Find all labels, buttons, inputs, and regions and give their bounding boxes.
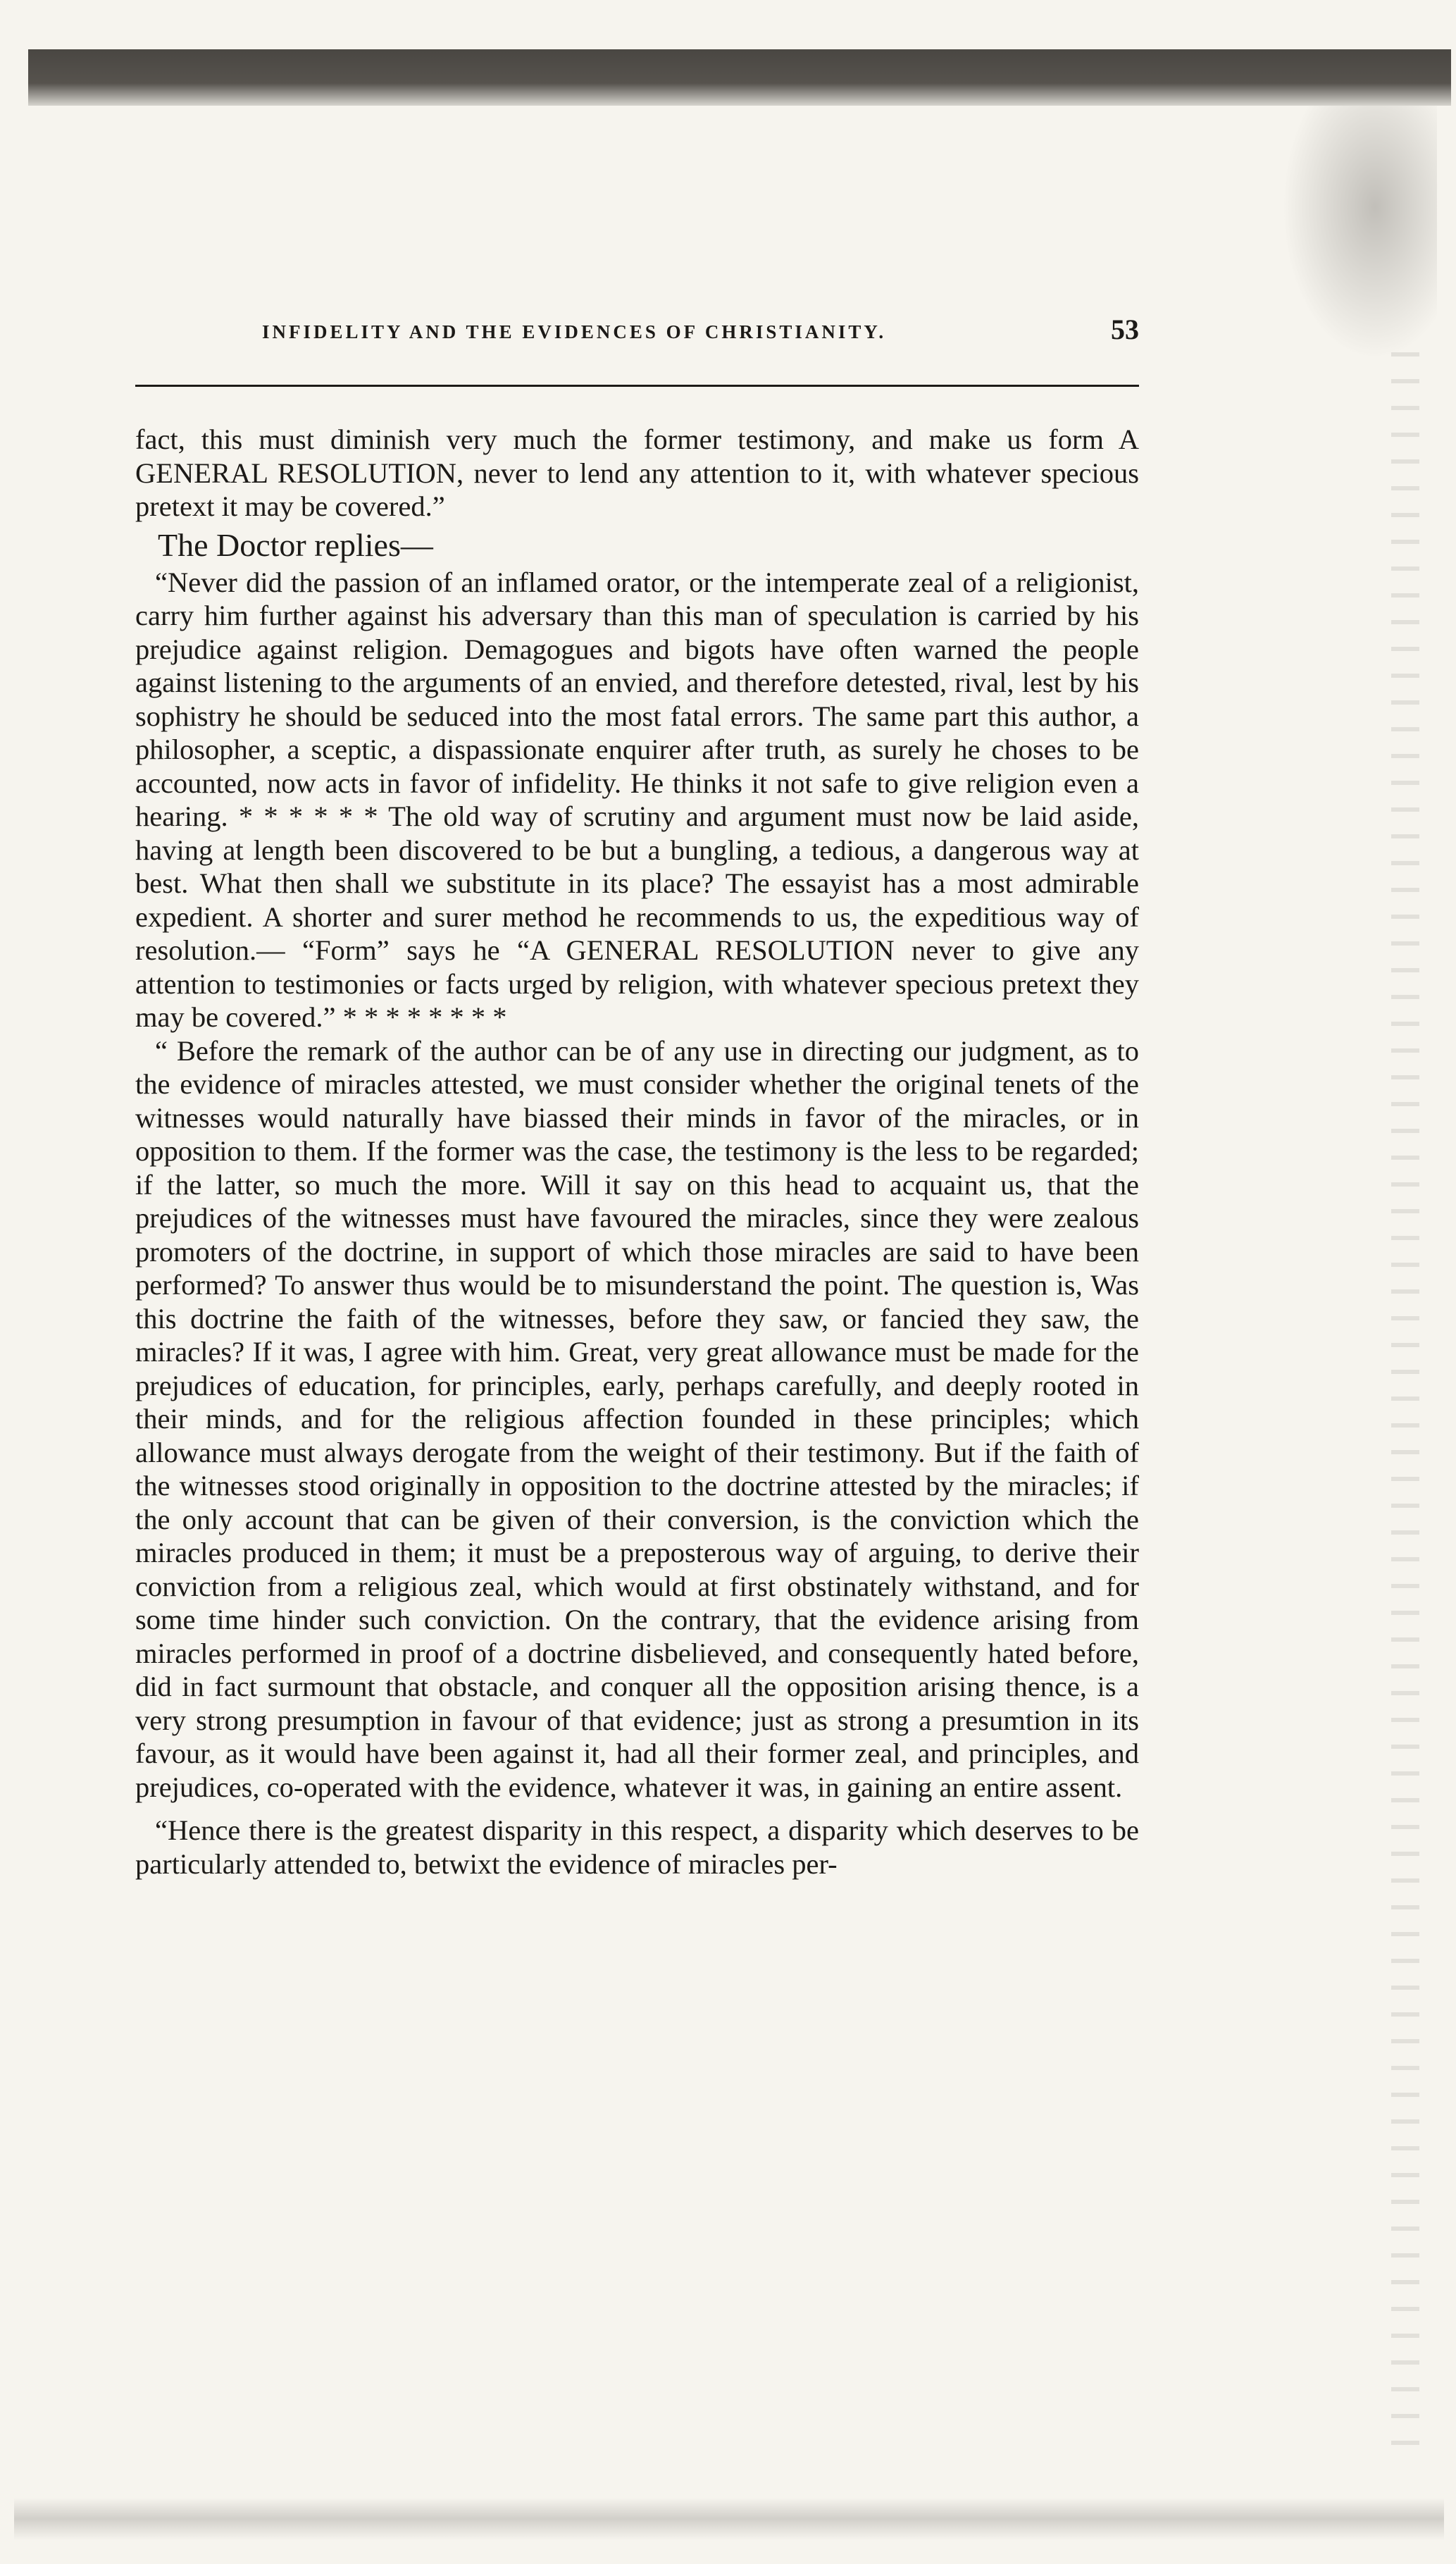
scan-shadow-bottom — [14, 2498, 1444, 2540]
header-rule — [135, 385, 1139, 387]
page-number: 53 — [1111, 314, 1139, 345]
scan-shadow-corner — [1282, 106, 1437, 359]
paragraph-doctor-replies: The Doctor replies— — [158, 526, 433, 563]
running-title: INFIDELITY AND THE EVIDENCES OF CHRISTIANITY. — [262, 321, 887, 342]
scan-shadow-right — [1391, 352, 1419, 2466]
body-text — [135, 423, 1139, 1881]
paragraph-quotation-1: “Never did the passion of an inflamed orator, or the intemperate zeal of a religionist, carry him further against his adversary than this man of speculation is carried by his prejudice against religion. Demagogues and bigots have often warned the people against listening to the arguments of an envied, and therefore detested, rival, lest by his sophistry he should be seduced into the most fatal errors. The same part this author, a philosopher, a sceptic, a dispassionate enquirer after truth, as surely he choses to be accounted, now acts in favor of infidelity. He thinks it not safe to give religion even a hearing. * * * * * * The old way of scrutiny and argument must now be laid aside, having at length been discovered to be but a bungling, a tedious, a dangerous way at best. What then shall we substitute in its place? The essayist has a most admirable expedient. A shorter and surer method he recommends to us, the expeditious way of resolution.— “Form” says he “A GENERAL RESOLUTION never to give any attention to testimonies or facts urged by religion, with whatever specious pretext they may be covered.” * * * * * * * * — [135, 566, 1139, 1033]
running-head — [135, 303, 1139, 366]
paragraph-continuation: fact, this must diminish very much the former testimony, and make us form A GENERAL RESOLUTION, never to lend any attention to it, with whatever specious pretext it may be covered.” — [135, 423, 1139, 522]
paragraph-quotation-2: “ Before the remark of the author can be of any use in directing our judgment, as to the evidence of miracles attested, we must consider whether the original tenets of the witnesses would naturally have biassed their minds in favor of the miracles, or in opposition to them. If the former was the case, the testimony is the less to be regarded; if the latter, so much the more. Will it say on this head to acquaint us, that the prejudices of the witnesses must have favoured the miracles, since they were zealous promoters of the doctrine, in support of which those miracles are said to have been performed? To answer thus would be to misunderstand the point. The question is, Was this doctrine the faith of the witnesses, before they saw, or fancied they saw, the miracles? If it was, I agree with him. Great, very great allowance must be made for the prejudices of education, for principles, early, perhaps carefully, and deeply rooted in their minds, and for the religious affection founded in these principles; which allowance must always derogate from the weight of their testimony. But if the faith of the witnesses stood originally in opposition to the doctrine attested by the miracles; if the only account that can be given of their conversion, is the conviction which the miracles produced in them; it must be a preposterous way of arguing, to derive their conviction from a religious zeal, which would at first obstinately withstand, and for some time hinder such conviction. On the contrary, that the evidence arising from miracles performed in proof of a doctrine disbelieved, and consequently hated before, did in fact surmount that obstacle, and conquer all the opposition arising thence, is a very strong presumption in favour of that evidence; just as strong a presumtion in its favour, as it would have been against it, had all their former zeal, and principles, and prejudices, co-operated with the evidence, whatever it was, in gaining an entire assent. — [135, 1034, 1139, 1803]
paragraph-gap — [135, 1804, 1139, 1814]
scan-shadow-top — [28, 49, 1451, 106]
book-page — [135, 303, 1139, 1880]
paragraph-quotation-3: “Hence there is the greatest disparity in this respect, a disparity which deserves to be particularly attended to, betwixt the evidence of miracles per- — [135, 1814, 1139, 1880]
